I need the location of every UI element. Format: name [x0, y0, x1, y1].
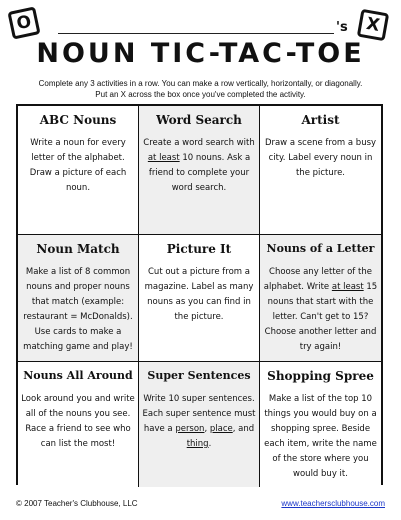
cell-title: Nouns All Around — [23, 369, 133, 382]
cell-shopping-spree[interactable] — [260, 362, 381, 487]
name-possessive: 's — [336, 20, 348, 35]
instructions-line-2: Put an X across the box once you've completed the activity. — [95, 90, 306, 99]
cell-title: Noun Match — [36, 242, 120, 256]
footer — [16, 499, 385, 511]
copyright-text: © 2007 Teacher's Clubhouse, LLC — [16, 499, 138, 508]
cell-text: Create a word search with — [143, 138, 255, 148]
o-marker-icon — [7, 6, 40, 39]
worksheet-header — [0, 0, 401, 80]
cell-text-underlined: person — [175, 424, 205, 434]
cell-body — [263, 392, 378, 482]
cell-text: 10 nouns. Ask a friend to complete your word search. — [148, 153, 251, 193]
cell-nouns-all-around[interactable] — [18, 362, 139, 487]
cell-text-underlined: at least — [147, 153, 180, 163]
cell-body — [142, 392, 256, 452]
cell-body — [21, 265, 135, 355]
cell-text: Draw a scene from a busy city. Label every noun in the picture. — [264, 138, 377, 178]
cell-nouns-of-a-letter[interactable] — [260, 235, 381, 362]
cell-abc-nouns[interactable] — [18, 106, 139, 235]
cell-body — [263, 265, 378, 355]
cell-body — [142, 265, 256, 325]
cell-title: Nouns of a Letter — [266, 242, 375, 255]
cell-text-underlined: place — [209, 424, 233, 434]
cell-text: Make a list of the top 10 things you would buy on a shopping spree. Beside each item, write the name of the store where you would buy it. — [264, 394, 377, 479]
cell-title: Picture It — [166, 242, 232, 256]
cell-body — [263, 136, 378, 181]
cell-title: Super Sentences — [147, 369, 251, 382]
cell-title: Artist — [301, 113, 340, 127]
x-marker-icon — [357, 9, 389, 41]
cell-text-underlined: thing — [186, 439, 209, 449]
cell-text: Look around you and write all of the nouns you see. Race a friend to see who can list the most! — [21, 394, 135, 449]
cell-text: , and — [232, 424, 255, 434]
instructions-line-1: Complete any 3 activities in a row. You can make a row vertically, horizontally, or diagonally. — [38, 79, 363, 88]
tic-tac-toe-grid — [16, 104, 383, 485]
cell-text: Cut out a picture from a magazine. Label as many nouns as you can find in the picture. — [144, 267, 254, 322]
cell-body — [21, 392, 135, 452]
cell-title: Shopping Spree — [267, 369, 374, 383]
cell-text: Write a noun for every letter of the alphabet. Draw a picture of each noun. — [29, 138, 127, 193]
x-marker-letter: X — [364, 14, 382, 36]
cell-picture-it[interactable] — [139, 235, 260, 362]
cell-artist[interactable] — [260, 106, 381, 235]
cell-text: Choose any letter of the alphabet. Write — [263, 267, 372, 292]
instructions — [20, 78, 381, 100]
page-title: NOUN TIC-TAC-TOE — [36, 38, 365, 69]
website-link[interactable]: www.teachersclubhouse.com — [281, 499, 385, 508]
cell-text: 15 nouns that start with the letter. Can't get to 15? Choose another letter and try again! — [264, 282, 378, 352]
cell-text: Write 10 super sentences. Each super sentence must have a — [142, 394, 256, 434]
cell-text: . — [208, 439, 212, 449]
cell-title: Word Search — [156, 113, 242, 127]
o-marker-letter: O — [14, 11, 34, 35]
cell-word-search[interactable] — [139, 106, 260, 235]
cell-body — [21, 136, 135, 196]
cell-text: Make a list of 8 common nouns and proper nouns that match (example: restaurant = McDonalds). Use cards to make a matching game and play! — [23, 267, 133, 352]
cell-title: ABC Nouns — [39, 113, 117, 127]
cell-text-underlined: at least — [331, 282, 364, 292]
cell-super-sentences[interactable] — [139, 362, 260, 487]
cell-text: , — [204, 424, 210, 434]
name-line — [58, 33, 334, 34]
cell-noun-match[interactable] — [18, 235, 139, 362]
cell-body — [142, 136, 256, 196]
